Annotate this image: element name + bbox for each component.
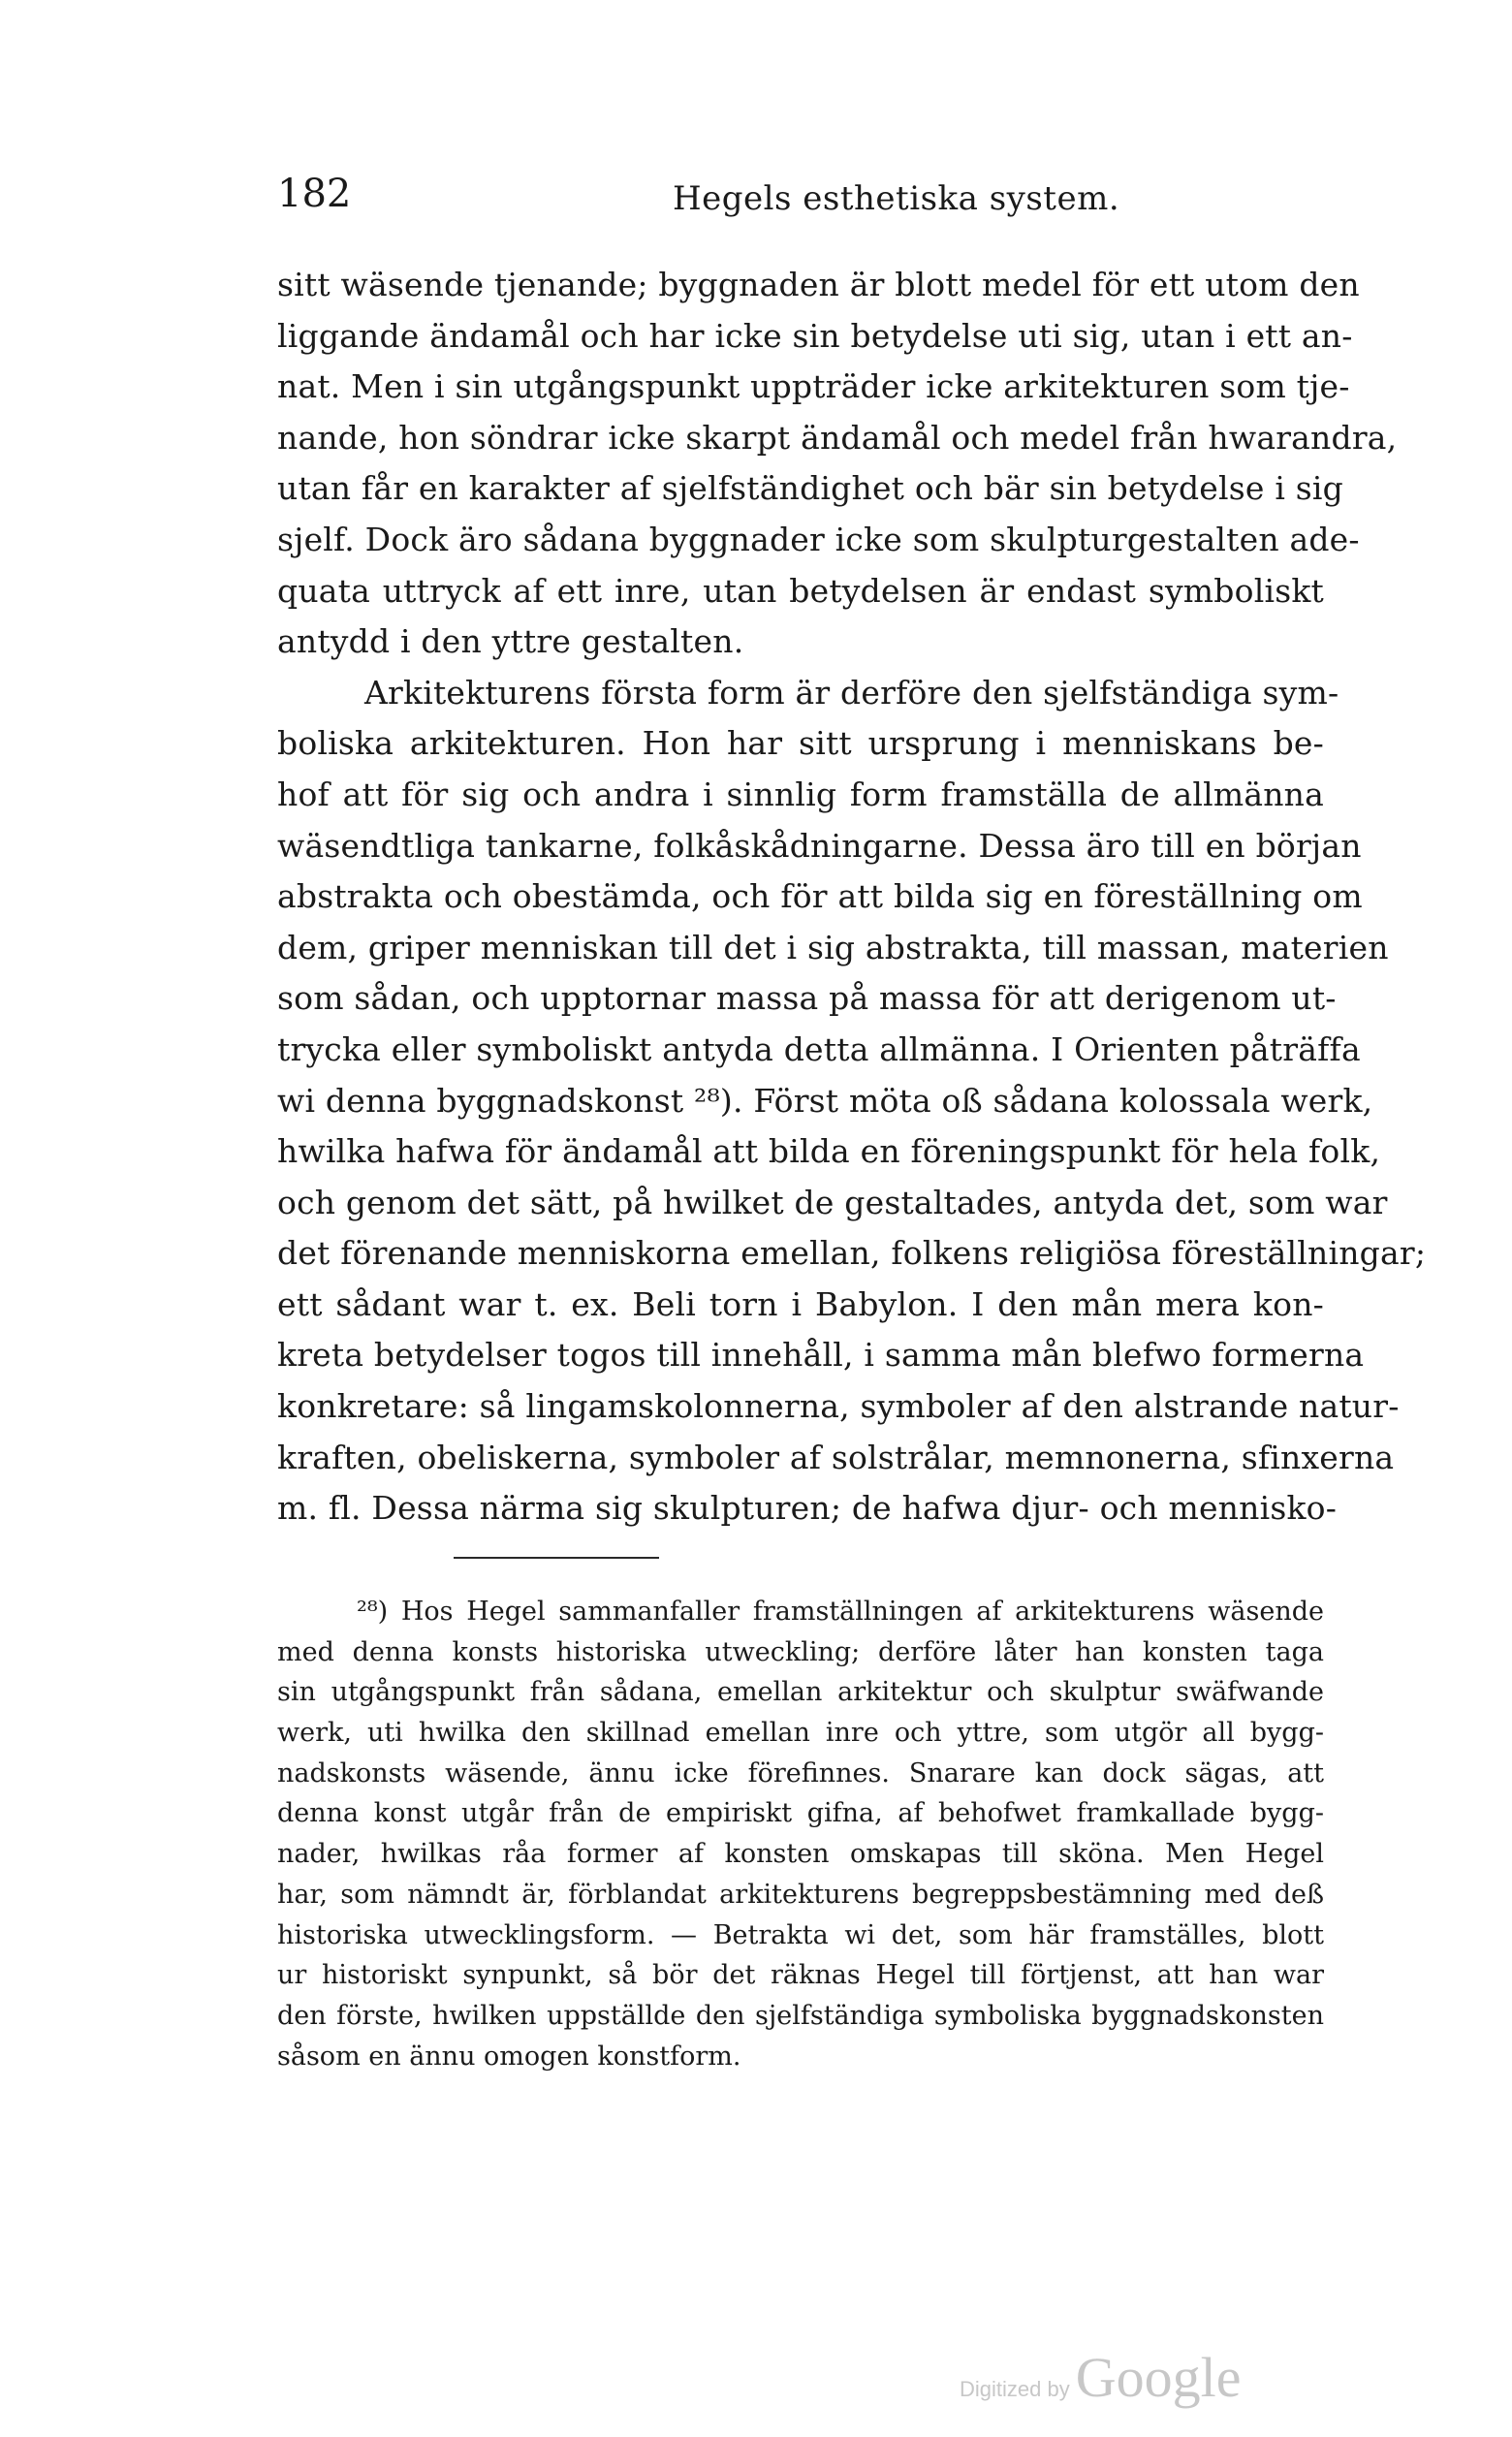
text-line: dem, griper menniskan till det i sig abstrakta, till massan, materien bbox=[277, 928, 1389, 966]
text-line: som sådan, och upptornar massa på massa för att derigenom ut- bbox=[277, 979, 1337, 1018]
watermark-prefix: Digitized by bbox=[960, 2377, 1070, 2401]
text-line: sjelf. Dock äro sådana byggnader icke som skulpturgestalten ade- bbox=[277, 520, 1360, 558]
footnote-line: historiska utwecklingsform. — Betrakta wi det, som här framställes, blott bbox=[277, 1919, 1324, 1950]
google-logo: Google bbox=[1075, 2346, 1242, 2409]
footnote-line: ²⁸) Hos Hegel sammanfaller framställningen af arkitekturens wäsende bbox=[357, 1597, 1324, 1627]
text-line: wäsendtliga tankarne, folkåskådningarne. Dessa äro till en början bbox=[277, 826, 1362, 865]
footnote-divider bbox=[454, 1557, 659, 1559]
text-line: utan får en karakter af sjelfständighet och bär sin betydelse i sig bbox=[277, 469, 1343, 508]
body-text bbox=[277, 260, 1427, 1535]
text-line: liggande ändamål och har icke sin betydelse uti sig, utan i ett an- bbox=[277, 316, 1353, 355]
footnote-line: den förste, hwilken uppställde den sjelfständiga symboliska byggnadskonsten bbox=[277, 2000, 1324, 2031]
footnote-line: nader, hwilkas råa former af konsten omskapas till sköna. Men Hegel bbox=[277, 1839, 1324, 1870]
text-line: antydd i den yttre gestalten. bbox=[277, 622, 744, 661]
text-line: abstrakta och obestämda, och för att bilda sig en föreställning om bbox=[277, 877, 1363, 916]
footnote-line: med denna konsts historiska utweckling; derföre låter han konsten taga bbox=[277, 1636, 1324, 1667]
footnote-line: såsom en ännu omogen konstform. bbox=[277, 2041, 741, 2072]
footnote-line: werk, uti hwilka den skillnad emellan inre och yttre, som utgör all bygg- bbox=[277, 1718, 1324, 1749]
text-line: trycka eller symboliskt antyda detta allmänna. I Orienten påträffa bbox=[277, 1029, 1361, 1068]
text-line: det förenande menniskorna emellan, folkens religiösa föreställningar; bbox=[277, 1234, 1427, 1273]
digitized-watermark bbox=[960, 2346, 1242, 2409]
footnote-line: denna konst utgår från de empiriskt gifna, af behofwet framkallade bygg- bbox=[277, 1798, 1324, 1829]
text-line: kreta betydelser togos till innehåll, i samma mån blefwo formerna bbox=[277, 1336, 1365, 1375]
footnote-line: nadskonsts wäsende, ännu icke förefinnes. Snarare kan dock sägas, att bbox=[277, 1757, 1324, 1788]
running-header: Hegels esthetiska system. bbox=[673, 179, 1120, 218]
footnote-line: ur historiskt synpunkt, så bör det räknas Hegel till förtjenst, att han war bbox=[277, 1960, 1324, 1991]
text-line: ett sådant war t. ex. Beli torn i Babylon. I den mån mera kon- bbox=[277, 1284, 1324, 1323]
page-number: 182 bbox=[277, 172, 352, 216]
footnote-text bbox=[277, 1592, 1324, 2076]
text-line: och genom det sätt, på hwilket de gestaltades, antyda det, som war bbox=[277, 1183, 1388, 1221]
text-line: boliska arkitekturen. Hon har sitt ursprung i menniskans be- bbox=[277, 724, 1324, 763]
text-line: kraften, obeliskerna, symboler af solstrålar, memnonerna, sfinxerna bbox=[277, 1438, 1395, 1476]
text-line: wi denna byggnadskonst ²⁸). Först möta oß sådana kolossala werk, bbox=[277, 1081, 1373, 1120]
footnote-line: sin utgångspunkt från sådana, emellan arkitektur och skulptur swäfwande bbox=[277, 1677, 1324, 1708]
text-line: hof att för sig och andra i sinnlig form framställa de allmänna bbox=[277, 775, 1324, 813]
text-line: nat. Men i sin utgångspunkt uppträder icke arkitekturen som tje- bbox=[277, 367, 1350, 406]
footnote-line: har, som nämndt är, förblandat arkitekturens begreppsbestämning med deß bbox=[277, 1879, 1324, 1910]
text-line: nande, hon söndrar icke skarpt ändamål och medel från hwarandra, bbox=[277, 418, 1398, 457]
text-line: Arkitekturens första form är derföre den sjelfständiga sym- bbox=[364, 673, 1339, 712]
text-line: sitt wäsende tjenande; byggnaden är blott medel för ett utom den bbox=[277, 266, 1360, 303]
text-line: m. fl. Dessa närma sig skulpturen; de hafwa djur- och mennisko- bbox=[277, 1489, 1338, 1528]
text-line: konkretare: så lingamskolonnerna, symboler af den alstrande natur- bbox=[277, 1387, 1400, 1426]
text-line: quata uttryck af ett inre, utan betydelsen är endast symboliskt bbox=[277, 571, 1324, 610]
text-line: hwilka hafwa för ändamål att bilda en föreningspunkt för hela folk, bbox=[277, 1132, 1381, 1171]
